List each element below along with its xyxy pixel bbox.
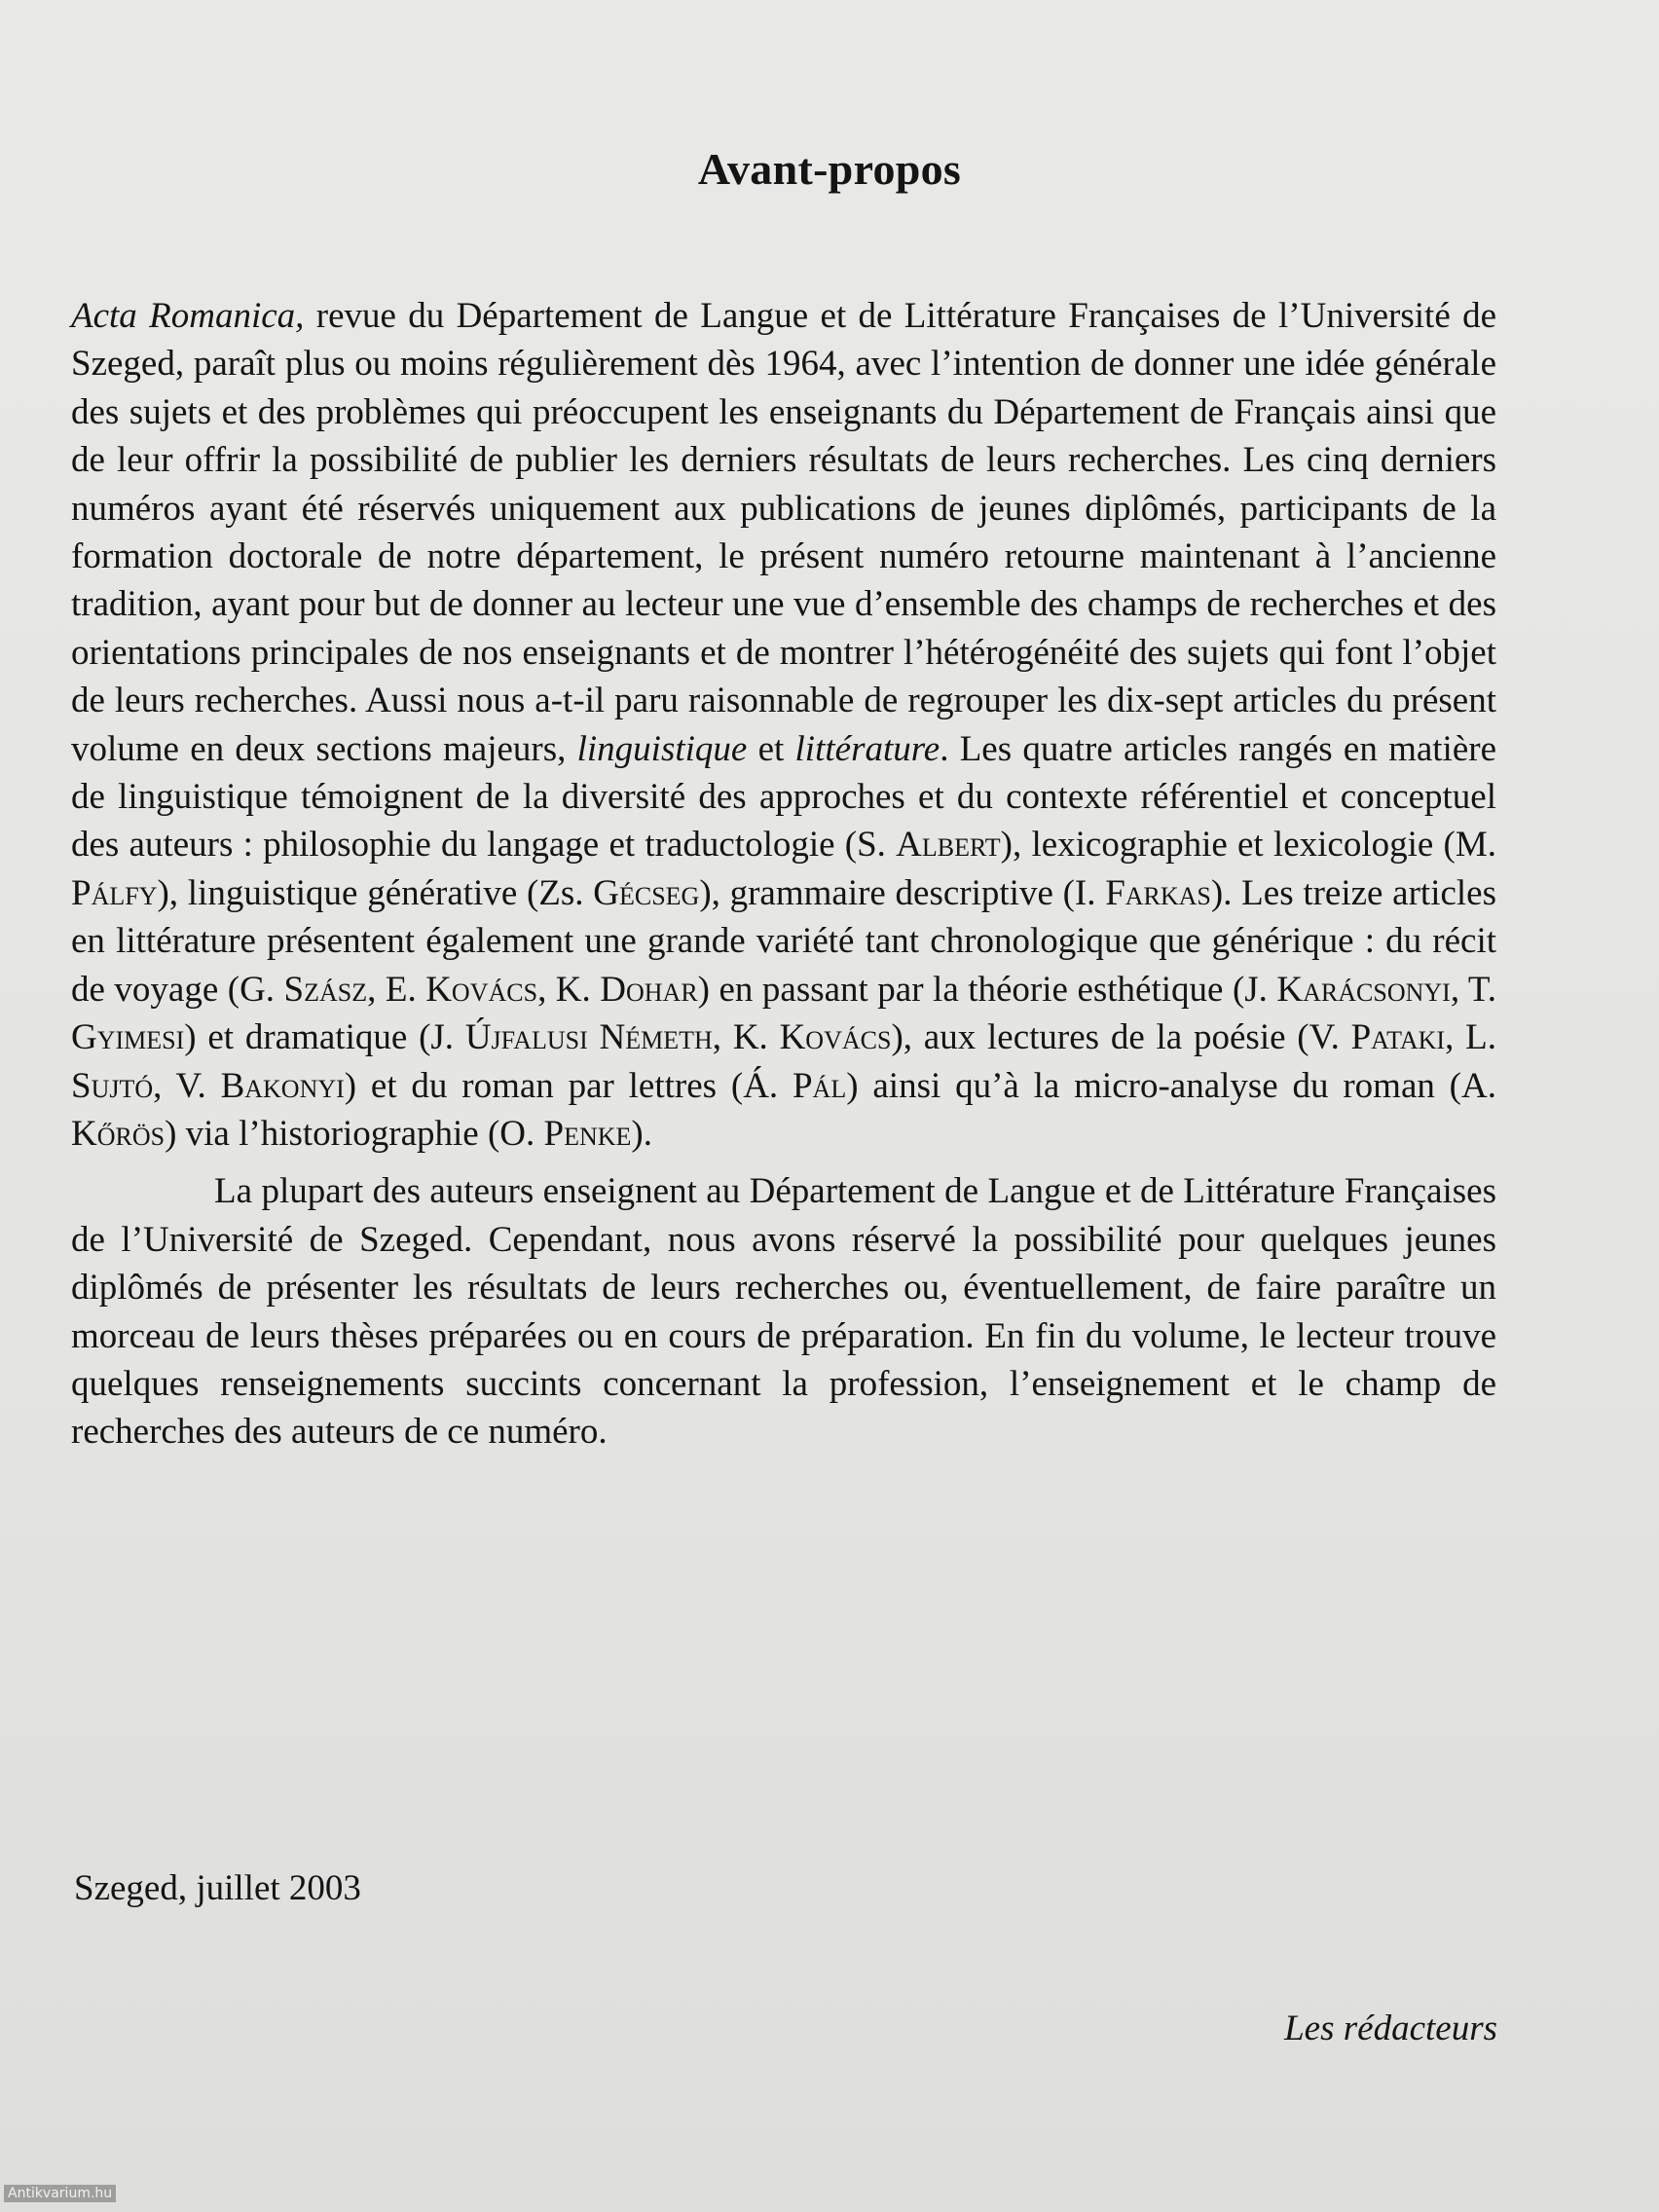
- text-run: , E.: [367, 969, 426, 1010]
- text-run: ).: [631, 1113, 652, 1154]
- paragraph-2: La plupart des auteurs enseignent au Département de Langue et de Littérature Françaises de l’Université de Szeged. Cependant, nous avons réservé la possibilité pour quelques jeunes diplômés de présenter les résultats de leurs recherches ou, éventuellement, de faire paraître un morceau de leurs thèses préparées ou en cours de préparation. En fin du volume, le lecteur trouve quelques renseignements succints concernant la profession, l’enseignement et le champ de recherches des auteurs de ce numéro.: [71, 1171, 1496, 1453]
- date-line: Szeged, juillet 2003: [74, 1868, 361, 1908]
- journal-name: Acta Romanica,: [71, 296, 305, 336]
- author-name: Újfalusi Németh: [464, 1017, 713, 1058]
- author-name: Penke: [543, 1113, 632, 1154]
- page-title: Avant-propos: [697, 143, 962, 194]
- author-name: Dohar: [600, 969, 698, 1010]
- author-name: Farkas: [1105, 872, 1211, 913]
- text-run: ) ainsi qu’à la micro-analyse du roman (A.: [846, 1065, 1496, 1106]
- text-run: et: [747, 728, 795, 769]
- author-name: Pataki: [1350, 1017, 1446, 1058]
- italic-term: linguistique: [576, 728, 748, 769]
- text-run: ) et du roman par lettres (Á.: [344, 1065, 793, 1106]
- author-name: Sujtó: [71, 1065, 154, 1106]
- text-run: , K.: [712, 1017, 780, 1058]
- text-run: ), lexicographie et lexicologie (M.: [1000, 825, 1496, 866]
- text-run: . Les quatre articles rangés en matière de linguistique témoignent de la diversité des approches et du contexte référentiel et conceptuel des auteurs : philosophie du langage et traductologie (S.: [71, 728, 1496, 866]
- text-run: , L.: [1445, 1017, 1496, 1058]
- author-name: Kőrös: [71, 1113, 166, 1154]
- author-name: Gécseg: [593, 872, 700, 913]
- text-run: ). Les treize articles en littérature présentent également une grande variété tant chronologique que générique : du récit de voyage (G.: [71, 872, 1496, 1010]
- text-run: ) et dramatique (J.: [184, 1017, 465, 1058]
- text-run: , K.: [537, 969, 601, 1010]
- text-run: ) via l’historiographie (O.: [165, 1113, 544, 1154]
- text-run: , V.: [153, 1065, 221, 1106]
- author-name: Karácsonyi: [1276, 969, 1451, 1010]
- watermark-logo: Antikvarium.hu: [4, 2185, 116, 2202]
- signature: Les rédacteurs: [1284, 2009, 1497, 2048]
- author-name: Szász: [283, 969, 368, 1010]
- text-run: ), grammaire descriptive (I.: [699, 872, 1106, 913]
- author-name: Kovács: [425, 969, 538, 1010]
- text-run: ), aux lectures de la poésie (V.: [891, 1017, 1351, 1058]
- author-name: Kovács: [779, 1017, 892, 1058]
- author-name: Bakonyi: [220, 1065, 345, 1106]
- text-run: , T.: [1450, 969, 1496, 1010]
- author-name: Pálfy: [71, 872, 158, 913]
- italic-term: littérature: [794, 728, 940, 769]
- paragraph-1: [71, 292, 1496, 1158]
- body-text: [71, 292, 1496, 1456]
- author-name: Pál: [792, 1065, 847, 1106]
- text-run: ), linguistique générative (Zs.: [157, 872, 594, 913]
- text-run: revue du Département de Langue et de Littérature Françaises de l’Université de Szeged, paraît plus ou moins régulièrement dès 1964, avec l’intention de donner une idée générale des sujets et des problèmes qui préoccupent les enseignants du Département de Français ainsi que de leur offrir la possibilité de publier les derniers résultats de leurs recherches. Les cinq derniers numéros ayant été réservés uniquement aux publications de jeunes diplômés, participants de la formation doctorale de notre département, le présent numéro retourne maintenant à l’ancienne tradition, ayant pour but de donner au lecteur une vue d’ensemble des champs de recherches et des orientations principales de nos enseignants et de montrer l’hétérogénéité des sujets qui font l’objet de leurs recherches. Aussi nous a-t-il paru raisonnable de regrouper les dix-sept articles du présent volume en deux sections majeurs,: [71, 296, 1496, 769]
- text-run: ) en passant par la théorie esthétique (J.: [697, 969, 1277, 1010]
- author-name: Gyimesi: [71, 1017, 185, 1058]
- author-name: Albert: [896, 825, 1001, 866]
